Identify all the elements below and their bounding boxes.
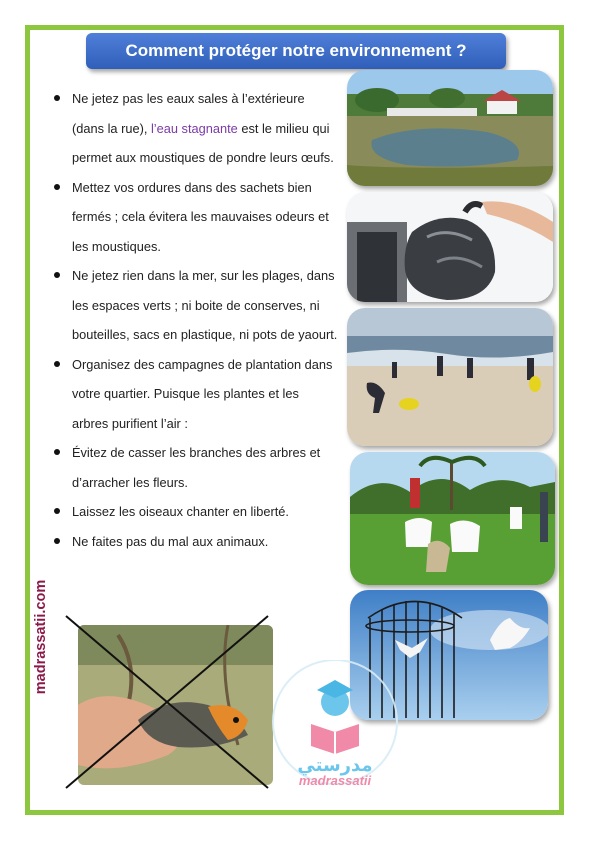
beach-cleanup-photo [347,308,553,446]
bullet-icon [54,184,60,190]
list-item [48,438,338,497]
list-item [48,173,338,262]
side-watermark [30,552,52,722]
bullet-text: Organisez des campagnes de plantation dans votre quartier. Puisque les plantes et les arbres purifient l’air : [72,356,333,431]
list-item [48,350,338,439]
cross-mark-icon [62,612,272,792]
list-item [48,261,338,350]
bullet-text: Ne jetez pas les eaux sales à l’extérieure (dans la rue), [72,91,305,136]
list-item [48,84,338,173]
bullet-icon [54,508,60,514]
bullet-icon [54,449,60,455]
bullet-icon [54,272,60,278]
list-item [48,497,338,527]
highlighted-text: l’eau stagnante [150,120,238,136]
side-watermark-text: madrassatii.com [33,579,49,695]
logo-arabic-text: مدرستي [297,755,373,775]
bullet-text: Évitez de casser les branches des arbres et d’arracher les fleurs. [72,445,321,490]
tree-planting-photo [350,452,555,585]
advice-list [48,84,338,556]
bullet-text: Mettez vos ordures dans des sachets bien fermés ; cela évitera les mauvaises odeurs et les moustiques. [72,179,329,254]
page-title: Comment protéger notre environnement ? [86,33,506,69]
bullet-text: Ne faites pas du mal aux animaux. [72,533,269,549]
bullet-icon [54,538,60,544]
bullet-text: Laissez les oiseaux chanter en liberté. [72,504,289,519]
logo-latin-text: madrassatii [298,773,372,788]
bullet-text: Ne jetez rien dans la mer, sur les plages, dans les espaces verts ; ni boite de conserves, ni bouteilles, sacs en plastique, ni pots de yaourt. [72,268,338,342]
bullet-icon [54,95,60,101]
list-item [48,527,338,557]
bullet-text-end: est le milieu qui permet aux moustiques de pondre leurs œufs. [72,120,334,165]
madrassatii-logo [265,660,405,790]
stagnant-water-photo [347,70,553,186]
bullet-icon [54,361,60,367]
garbage-bag-photo [347,192,553,302]
